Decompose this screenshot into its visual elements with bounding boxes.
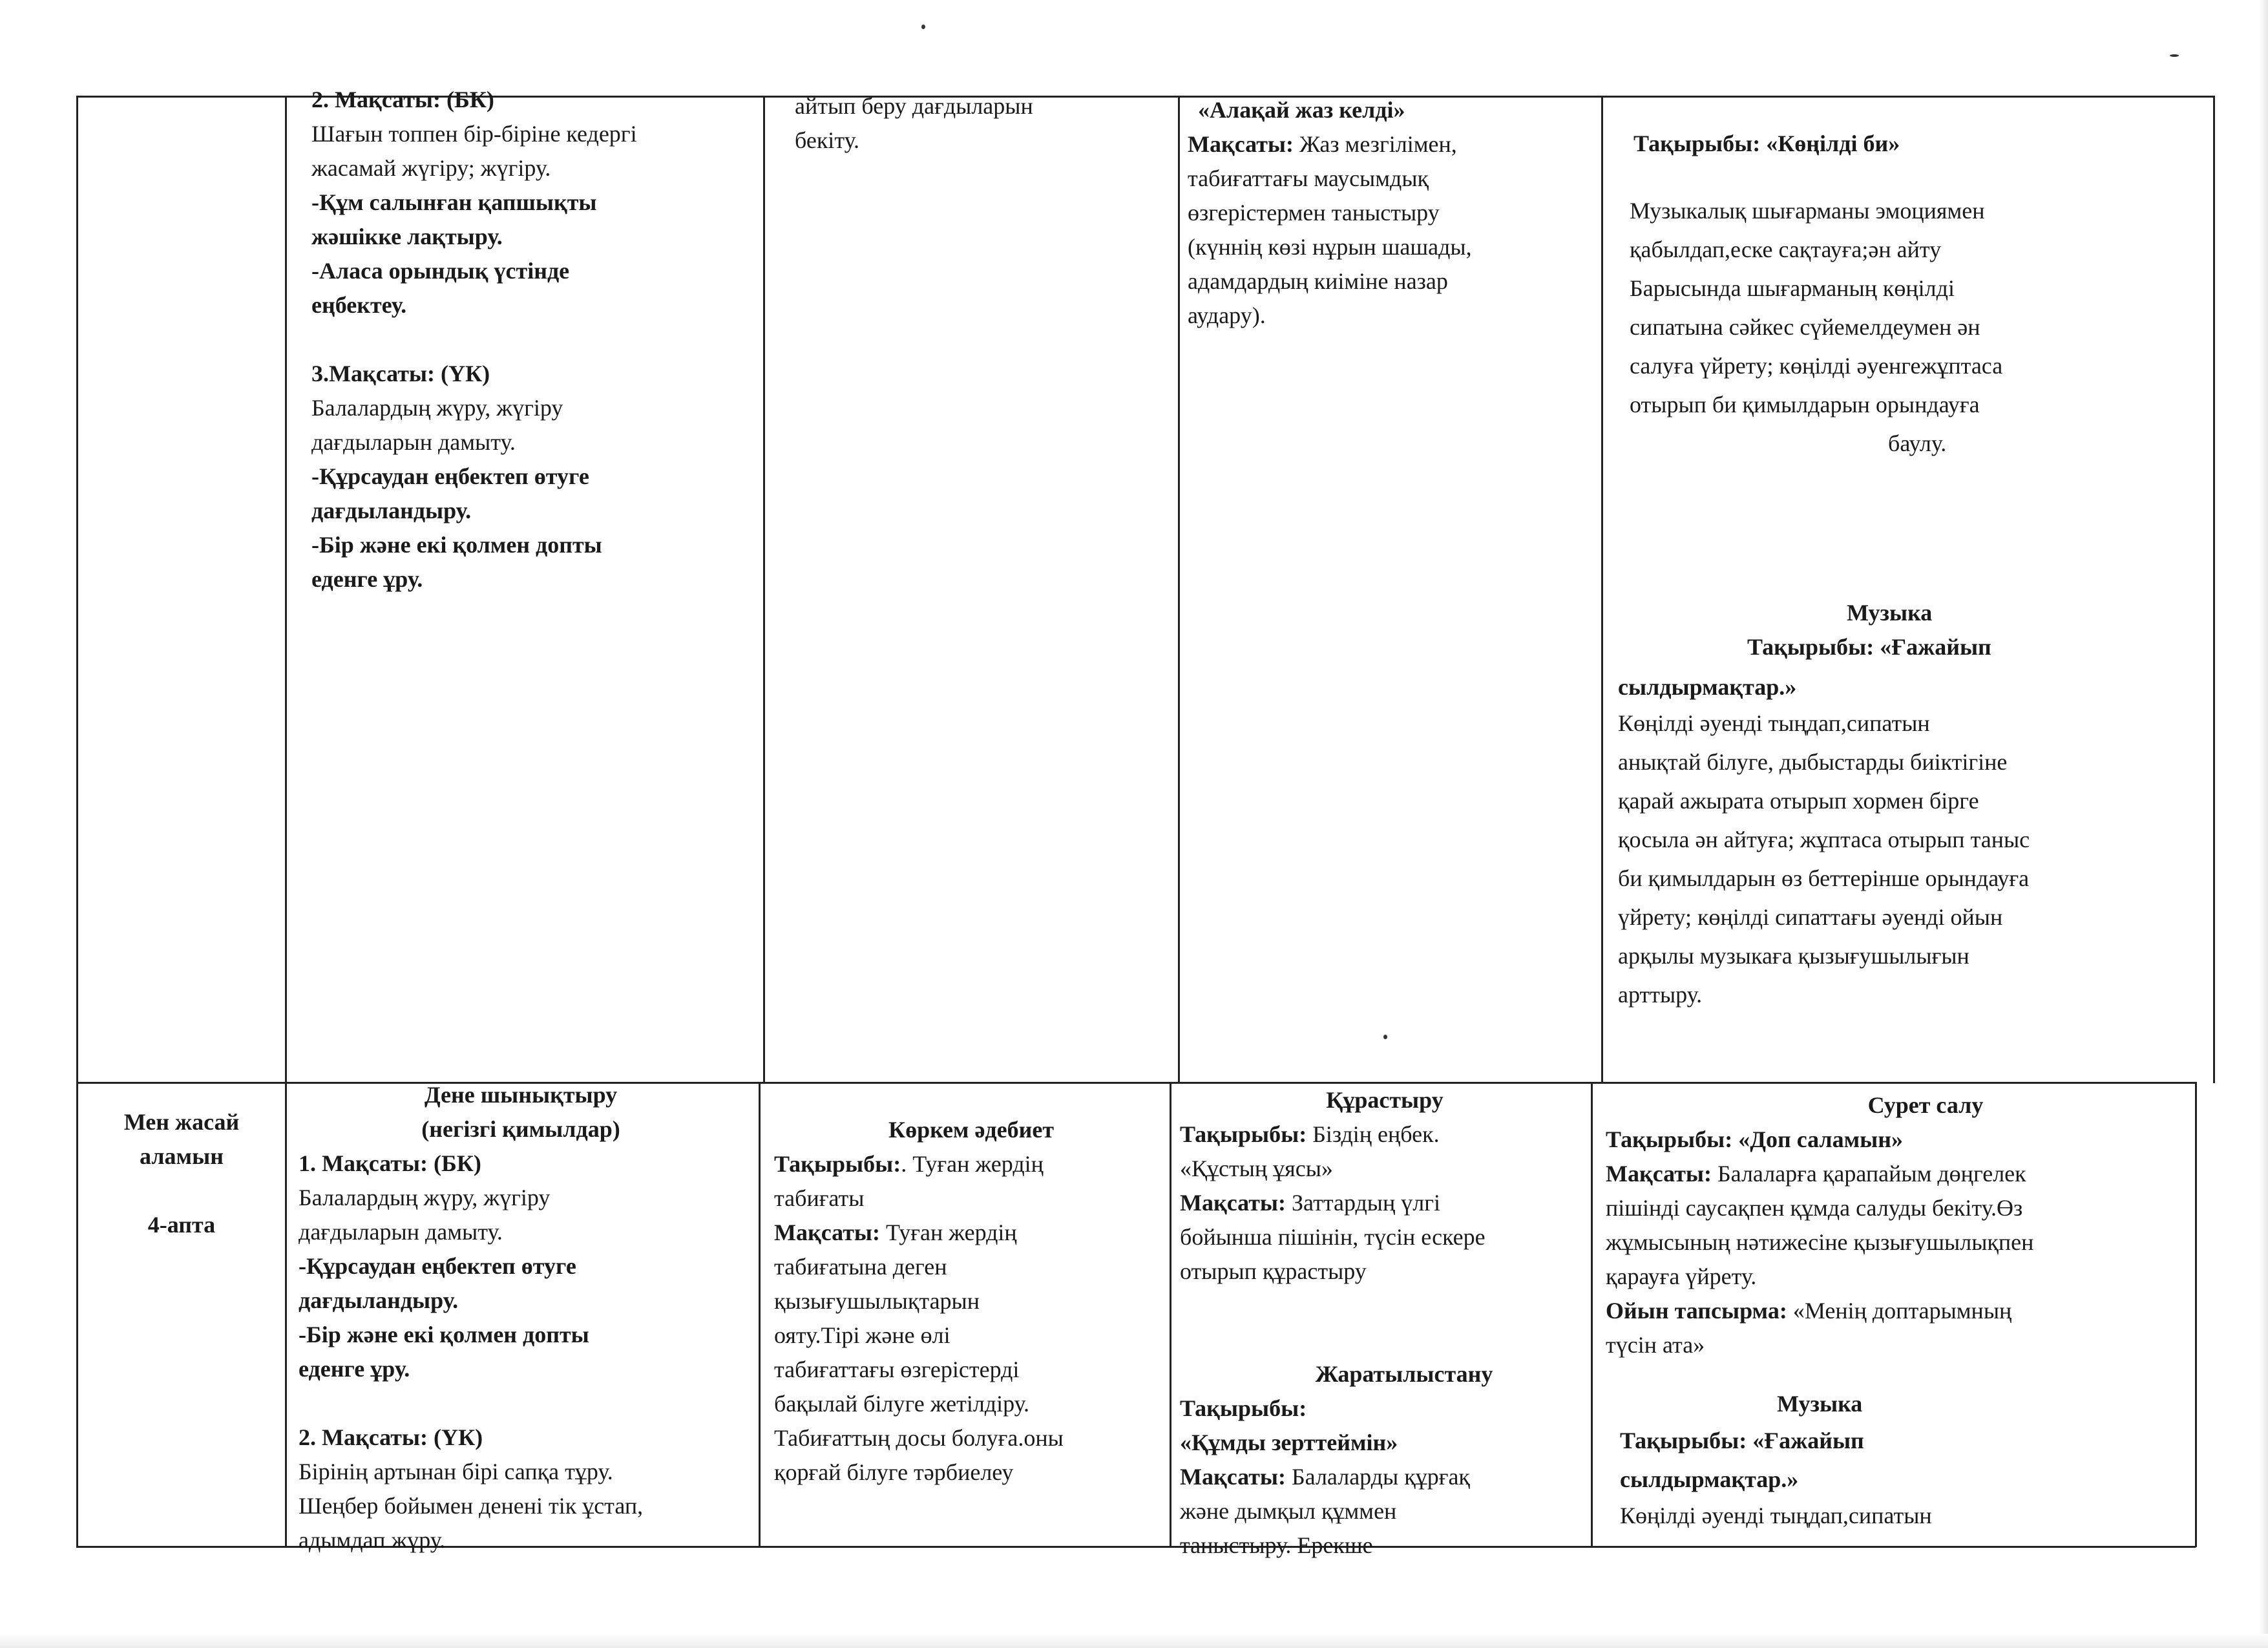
table-col-divider [1178, 96, 1180, 1083]
body-text: аудару). [1188, 302, 1266, 328]
body-text: табиғаттағы өзгерістерді [774, 1357, 1020, 1382]
body-text: (күннің көзі нұрын шашады, [1188, 234, 1472, 260]
task-text: «Менің доптарымның [1787, 1298, 2012, 1324]
body-text: қарауға үйрету. [1606, 1263, 1757, 1289]
goal-text: адымдап жүру. [299, 1527, 446, 1553]
body-text: сипатына сәйкес сүйемелдеумен ән [1630, 314, 1980, 340]
body-text: жұмысының нәтижесіне қызығушылықпен [1606, 1229, 2034, 1255]
goal-line [1180, 1186, 1590, 1220]
goal-text: Жаз мезгілімен, [1294, 131, 1457, 157]
subject-subheading: (негізгі қимылдар) [421, 1116, 620, 1142]
topic-line [774, 1147, 1168, 1181]
exercise-item: еденге ұру. [311, 566, 423, 592]
body-text: бекіту. [795, 127, 859, 153]
exercise-item: -Құрсаудан еңбектеп өтуге [311, 463, 589, 489]
goal-line [1606, 1157, 2194, 1191]
topic-title: «Құмды зерттеймін» [1180, 1430, 1398, 1455]
body-text: қабылдап,еске сақтауға;ән айту [1630, 237, 1942, 262]
body-text: қарай ажырата отырып хормен бірге [1618, 788, 1979, 814]
goal-text: дағдыларын дамыту. [299, 1219, 503, 1245]
row2-col4-cell [1180, 1083, 1590, 1563]
theme-title: Мен жасай [123, 1109, 240, 1135]
topic-title: сылдырмақтар.» [1620, 1466, 1799, 1492]
table-col-divider [763, 96, 765, 1083]
body-text: пішінді саусақпен құмда салуды бекіту.Өз [1606, 1195, 2023, 1221]
body-text: қызығушылықтарын [774, 1288, 980, 1314]
subject-heading: Дене шынықтыру [424, 1082, 618, 1108]
body-text: табиғаттағы маусымдық [1188, 165, 1429, 191]
body-text: Табиғаттың досы болуға.оны [774, 1425, 1064, 1451]
music-description [1630, 191, 2002, 463]
row2-col2-cell [299, 1078, 756, 1558]
row2-col3-cell [774, 1113, 1168, 1490]
body-text: бақылай білуге жетілдіру. [774, 1391, 1030, 1417]
goal-text: дағдыларын дамыту. [311, 429, 516, 455]
body-text: Көңілді әуенді тыңдап,сипатын [1618, 710, 1930, 736]
goal-heading: 2. Мақсаты: (ҮК) [299, 1424, 483, 1450]
body-text: өзгерістермен таныстыру [1188, 200, 1440, 226]
body-text: үйрету; көңілді сипаттағы әуенді ойын [1618, 904, 2003, 930]
scan-speck [1383, 1035, 1387, 1039]
scan-speck [2170, 54, 2179, 57]
body-text: айтып беру дағдыларын [795, 93, 1033, 119]
theme-title: аламын [140, 1143, 224, 1169]
body-text: Көңілді әуенді тыңдап,сипатын [1620, 1503, 1932, 1528]
goal-line [774, 1216, 1168, 1250]
body-text: және дымқыл құммен [1180, 1498, 1397, 1524]
goal-label: Мақсаты: [1180, 1464, 1286, 1490]
body-text: отырып құрастыру [1180, 1258, 1367, 1284]
body-text: қосыла ән айтуға; жұптаса отырып таныс [1618, 827, 2030, 852]
topic-title: сылдырмақтар.» [1618, 674, 1797, 700]
exercise-item: еңбектеу. [311, 292, 407, 318]
goal-text: Шағын топпен бір-біріне кедергі [311, 121, 637, 147]
week-label: 4-апта [147, 1212, 216, 1238]
table-border-left [76, 96, 78, 1547]
subject-heading: Көркем әдебиет [888, 1117, 1055, 1143]
music-description [1618, 704, 2030, 1014]
goal-line [1188, 127, 1599, 162]
task-label: Ойын тапсырма: [1606, 1298, 1787, 1324]
row1-col4-cell [1188, 93, 1599, 333]
body-text: Музыкалық шығарманы эмоциямен [1630, 198, 1985, 224]
topic-label: Тақырыбы: [1180, 1395, 1307, 1421]
topic-text: Біздің еңбек. [1307, 1121, 1440, 1147]
goal-label: Мақсаты: [1180, 1190, 1286, 1216]
topic-title: Тақырыбы: «Ғажайып [1620, 1428, 1864, 1453]
topic-label: Тақырыбы: [1180, 1121, 1307, 1147]
goal-text: Балаларға қарапайым дөңгелек [1712, 1161, 2026, 1187]
exercise-item: жәшікке лақтыру. [311, 224, 503, 249]
exercise-item: -Құрсаудан еңбектеп өтуге [299, 1253, 576, 1279]
body-text: арқылы музыкаға қызығушылығын [1618, 943, 1969, 969]
goal-text: Балалардың жүру, жүгіру [311, 395, 563, 421]
topic-title: Тақырыбы: «Доп саламын» [1606, 1126, 1904, 1152]
body-text: би қимылдарын өз беттерінше орындауға [1618, 865, 2030, 891]
subject-heading: Құрастыру [1326, 1087, 1444, 1113]
goal-text: Туған жердің [880, 1220, 1017, 1245]
goal-label: Мақсаты: [1188, 131, 1294, 157]
table-col-divider [759, 1082, 761, 1547]
topic-title: «Алақай жаз келді» [1198, 97, 1405, 123]
table-col-divider [1601, 96, 1603, 1083]
page-edge-right [2259, 0, 2268, 1648]
body-text: баулу. [1888, 430, 1947, 456]
subject-heading: Сурет салу [1867, 1092, 1984, 1118]
topic-line [1180, 1117, 1590, 1152]
body-text: Барысында шығарманың көңілді [1630, 275, 1955, 301]
exercise-item: еденге ұру. [299, 1356, 410, 1382]
goal-heading: 1. Мақсаты: (БК) [299, 1150, 481, 1176]
subject-heading: Музыка [1777, 1391, 1863, 1417]
scan-speck [921, 25, 925, 29]
exercise-item: -Аласа орындық үстінде [311, 258, 570, 284]
exercise-item: -Құм салынған қапшықты [311, 189, 597, 215]
goal-line [1180, 1460, 1590, 1494]
row1-col2-cell [311, 83, 757, 597]
body-text: анықтай білуге, дыбыстарды биіктігіне [1618, 749, 2008, 775]
goal-label: Мақсаты: [774, 1220, 880, 1245]
body-text: таныстыру. Ерекше [1180, 1532, 1373, 1558]
subject-heading: Жаратылыстану [1315, 1361, 1493, 1387]
body-text: табиғаты [774, 1185, 865, 1211]
table-col-divider [285, 96, 287, 1547]
topic-title: Тақырыбы: «Ғажайып [1747, 634, 1991, 660]
topic-label: Тақырыбы: [774, 1151, 901, 1177]
exercise-item: -Бір және екі қолмен допты [311, 532, 602, 558]
body-text: ояту.Тірі және өлі [774, 1322, 950, 1348]
goal-heading: 3.Мақсаты: (ҮК) [311, 361, 490, 386]
body-text: салуға үйрету; көңілді әуенгежұптаса [1630, 353, 2003, 379]
body-text: қорғай білуге тәрбиелеу [774, 1459, 1014, 1485]
topic-title: Тақырыбы: «Көңілді би» [1633, 131, 1900, 156]
goal-text: Бірінің артынан бірі сапқа тұру. [299, 1459, 613, 1484]
goal-heading: 2. Мақсаты: (БК) [311, 87, 494, 112]
body-text: арттыру. [1618, 982, 1703, 1008]
row2-col1-cell [80, 1105, 283, 1242]
body-text: бойынша пішінін, түсін ескере [1180, 1224, 1486, 1250]
table-border-right [2213, 96, 2215, 1083]
topic-text: . Туған жердің [901, 1151, 1044, 1177]
table-col-divider [1170, 1082, 1171, 1547]
goal-text: Балаларды құрғақ [1286, 1464, 1470, 1490]
subject-heading: Музыка [1847, 600, 1933, 626]
task-line [1606, 1294, 2194, 1328]
goal-text: жасамай жүгіру; жүгіру. [311, 155, 551, 181]
goal-label: Мақсаты: [1606, 1161, 1712, 1187]
body-text: «Құстың ұясы» [1180, 1156, 1333, 1181]
row1-col3-cell [795, 89, 1176, 158]
body-text: отырып би қимылдарын орындауға [1630, 392, 1980, 417]
exercise-item: дағдыландыру. [299, 1287, 459, 1313]
table-col-divider [1591, 1082, 1593, 1547]
body-text: адамдардың киіміне назар [1188, 268, 1448, 294]
goal-text: Шеңбер бойымен денені тік ұстап, [299, 1493, 644, 1519]
row2-col5-cell [1606, 1088, 2194, 1533]
body-text: табиғатына деген [774, 1254, 947, 1280]
body-text: түсін ата» [1606, 1332, 1705, 1358]
goal-text: Заттардың үлгі [1286, 1190, 1440, 1216]
page-edge-bottom [0, 1634, 2268, 1648]
exercise-item: дағдыландыру. [311, 498, 472, 523]
exercise-item: -Бір және екі қолмен допты [299, 1322, 589, 1347]
table-border-right [2195, 1082, 2197, 1547]
goal-text: Балалардың жүру, жүгіру [299, 1185, 551, 1210]
